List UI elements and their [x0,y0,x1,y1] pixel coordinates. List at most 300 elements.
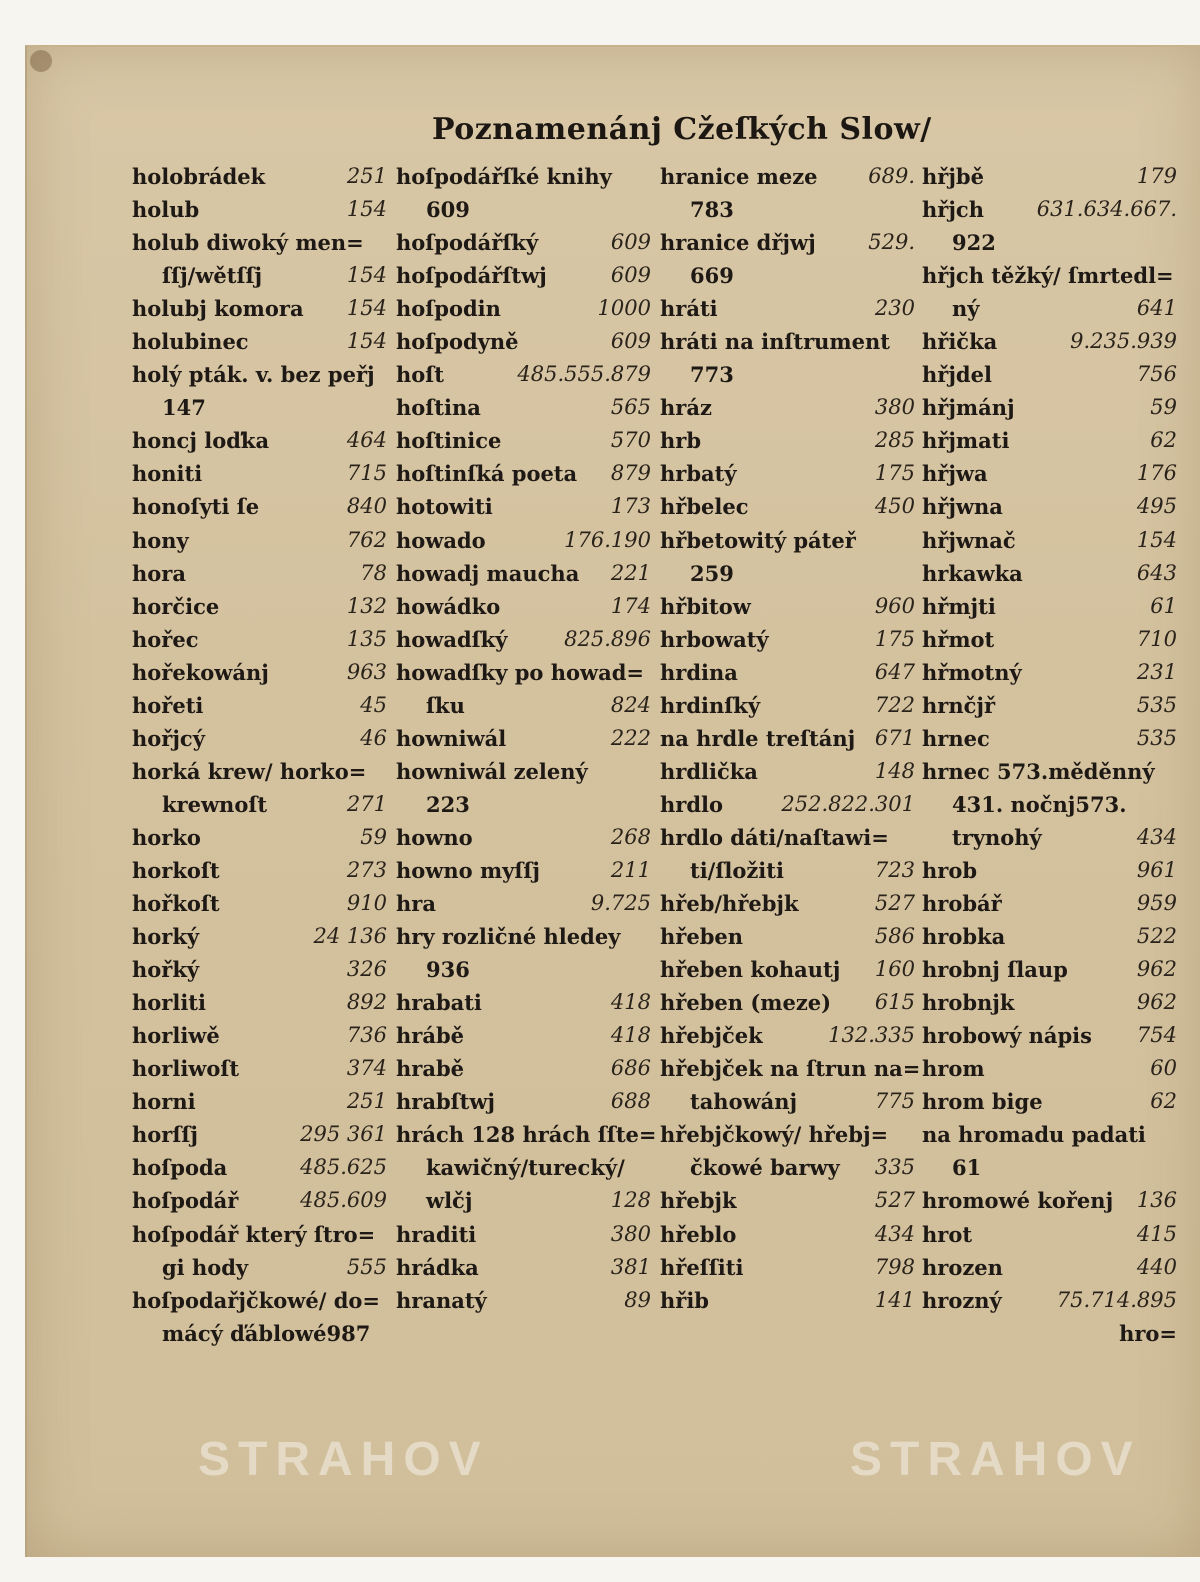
index-entry [660,953,915,986]
entry-term: 783 [690,197,734,223]
entry-page-ref: 415 [1136,1221,1177,1246]
entry-term: hřeben (mezе) [660,990,832,1016]
entry-term: hřebjček na ſtrun na= [660,1056,921,1082]
index-entry [660,358,915,391]
index-entry [396,755,651,788]
index-entry [396,524,651,557]
index-entry [396,424,651,457]
entry-page-ref: 160 [874,957,915,982]
entry-term: ný [952,296,980,322]
entry-page-ref: 175 [874,626,915,651]
index-entry [660,590,915,623]
entry-page-ref: 222 [610,725,651,750]
entry-term: holubj komora [132,296,304,322]
entry-page-ref: 723 [874,857,915,882]
entry-page-ref: 962 [1136,957,1177,982]
entry-page-ref: 641 [1136,296,1177,321]
entry-term: 773 [690,362,734,388]
entry-page-ref: 586 [874,924,915,949]
entry-term: hoſpodařjčkowé/ do= [132,1287,381,1313]
entry-page-ref: 529. [868,230,915,255]
index-entry [922,1151,1177,1184]
entry-term: hřjch [922,197,984,223]
entry-term: hřmjti [922,593,996,619]
entry-term: hřib [660,1287,709,1313]
entry-term: hořjcý [132,725,205,751]
index-entry [922,325,1177,358]
index-entry [660,1085,915,1118]
index-entry [660,689,915,722]
entry-term: hoſpodin [396,296,501,322]
entry-term: čkowé barwy [690,1155,840,1181]
entry-page-ref: 485.625 [300,1155,387,1180]
entry-term: hřjmati [922,428,1010,454]
entry-term: mácý ďáblowé987 [162,1320,371,1346]
index-entry [132,391,387,424]
entry-page-ref: 173 [610,494,651,519]
entry-term: wlčj [426,1188,473,1214]
entry-page-ref: 46 [360,725,387,750]
entry-page-ref: 135 [346,626,387,651]
index-entry [922,722,1177,755]
entry-term: hoſpodyně [396,329,519,355]
index-entry [660,160,915,193]
entry-term: hrdinſký [660,692,761,718]
paper-stain [30,50,52,72]
index-entry [396,788,651,821]
entry-term: hraditi [396,1221,477,1247]
index-entry [660,788,915,821]
index-entry [132,986,387,1019]
entry-term: hranatý [396,1287,487,1313]
index-entry [922,1118,1177,1151]
index-entry [396,325,651,358]
entry-term: hrabſtwj [396,1089,496,1115]
entry-term: hro= [1119,1320,1177,1346]
entry-term: hrobnj ſlaup [922,957,1068,983]
entry-page-ref: 754 [1136,1023,1177,1048]
entry-term: hoſpodářſtwj [396,263,547,289]
entry-term: howadj maucha [396,560,580,586]
index-entry [132,1184,387,1217]
entry-page-ref: 273 [346,857,387,882]
entry-page-ref: 60 [1150,1056,1177,1081]
entry-page-ref: 62 [1150,428,1177,453]
index-entry [922,193,1177,226]
index-entry [660,755,915,788]
index-entry [660,1019,915,1052]
entry-term: hoſtina [396,395,481,421]
entry-page-ref: 722 [874,692,915,717]
watermark-right: STRAHOV [850,1433,1141,1486]
index-entry [396,953,651,986]
entry-term: 609 [426,197,470,223]
index-entry [922,788,1177,821]
entry-term: howniwál zelený [396,758,588,784]
entry-page-ref: 570 [610,428,651,453]
entry-term: hřička [922,329,998,355]
entry-term: hráz [660,395,712,421]
index-entry [132,457,387,490]
index-entry [132,689,387,722]
index-entry [922,1184,1177,1217]
entry-term: horni [132,1089,196,1115]
index-entry [396,1052,651,1085]
entry-term: hořekowánj [132,659,269,685]
index-entry [132,1218,387,1251]
entry-term: hřebjčkowý/ hřebj= [660,1122,889,1148]
index-entry [132,722,387,755]
entry-page-ref: 710 [1136,626,1177,651]
entry-page-ref: 285 [874,428,915,453]
index-entry [660,623,915,656]
index-entry [922,887,1177,920]
entry-page-ref: 175 [874,461,915,486]
entry-term: gi hody [162,1254,249,1280]
entry-page-ref: 686 [610,1056,651,1081]
index-entry [660,391,915,424]
entry-term: na hromadu padati [922,1122,1146,1148]
index-entry [396,1251,651,1284]
entry-page-ref: 522 [1136,924,1177,949]
entry-term: hřmot [922,626,995,652]
entry-term: hony [132,527,189,553]
index-entry [396,226,651,259]
entry-term: hotowiti [396,494,493,520]
entry-page-ref: 689. [868,164,915,188]
entry-page-ref: 418 [610,1023,651,1048]
index-entry [396,259,651,292]
index-entry [922,656,1177,689]
index-entry [396,854,651,887]
index-entry [132,524,387,557]
entry-page-ref: 271 [346,791,387,816]
entry-page-ref: 78 [360,560,387,585]
index-entry [396,1118,657,1151]
index-entry [922,854,1177,887]
entry-page-ref: 485.609 [300,1188,387,1213]
index-entry [132,1317,387,1350]
index-column-2 [396,160,657,1317]
entry-term: hrabě [396,1056,464,1082]
entry-term: hřeben kohautj [660,957,841,983]
entry-term: hoſpodář [132,1188,239,1214]
entry-page-ref: 609 [610,329,651,354]
entry-page-ref: 45 [360,692,387,717]
entry-term: hřbelec [660,494,749,520]
entry-term: holý pták. v. bez peřj [132,362,375,388]
index-entry [396,821,651,854]
entry-page-ref: 535 [1136,692,1177,717]
entry-term: hrob [922,857,978,883]
entry-term: hrot [922,1221,973,1247]
entry-term: trynohý [952,824,1042,850]
entry-page-ref: 252.822.301 [781,791,915,816]
index-entry [922,557,1177,590]
entry-page-ref: 762 [346,527,387,552]
index-entry [396,920,651,953]
index-entry [922,986,1177,1019]
entry-term: hřjch těžký/ ſmrtedl= [922,263,1174,289]
index-entry [396,160,651,193]
index-entry [132,193,387,226]
entry-page-ref: 840 [346,494,387,519]
entry-term: krewnoſt [162,791,268,817]
index-entry [396,887,651,920]
entry-page-ref: 418 [610,990,651,1015]
entry-term: hrobowý nápis [922,1023,1092,1049]
entry-term: honiti [132,461,203,487]
entry-term: hořký [132,957,200,983]
index-entry [660,1218,915,1251]
index-column-3 [660,160,921,1317]
entry-term: hoſpodářſké knihy [396,164,612,189]
entry-term: hřjwnač [922,527,1016,553]
index-entry [660,656,915,689]
entry-term: howniwál [396,725,507,751]
entry-page-ref: 775 [874,1089,915,1114]
index-entry [922,1052,1177,1085]
entry-term: howadſky po howad= [396,659,644,685]
index-entry [132,755,387,788]
index-entry [922,490,1177,523]
index-entry [922,1251,1177,1284]
entry-page-ref: 75.714.895 [1056,1287,1177,1312]
index-entry [132,1284,387,1317]
index-entry [922,259,1177,292]
entry-term: horliti [132,990,206,1016]
entry-term: howno [396,824,473,850]
entry-term: hřeben [660,924,744,950]
index-entry [396,1184,651,1217]
entry-page-ref: 879 [610,461,651,486]
entry-page-ref: 798 [874,1254,915,1279]
entry-term: hranice dřjwj [660,230,816,256]
entry-page-ref: 609 [610,263,651,288]
entry-term: hrnec 573.měděnný [922,758,1155,784]
index-entry [660,325,915,358]
entry-term: hrozen [922,1254,1003,1280]
index-entry [132,490,387,523]
entry-page-ref: 61 [1150,593,1177,618]
index-entry [922,920,1177,953]
entry-page-ref: 174 [610,593,651,618]
entry-term: 223 [426,791,470,817]
entry-term: hořeti [132,692,204,718]
index-entry [396,358,651,391]
index-entry [660,1251,915,1284]
entry-term: hřeb/hřebjk [660,891,799,917]
entry-page-ref: 555 [346,1254,387,1279]
entry-term: horčice [132,593,220,619]
entry-term: hrách 128 hrách ſſte= [396,1122,657,1148]
entry-page-ref: 380 [874,395,915,420]
index-entry [132,821,387,854]
entry-page-ref: 251 [346,164,387,188]
index-entry [660,193,915,226]
entry-page-ref: 535 [1136,725,1177,750]
index-entry [660,887,915,920]
entry-term: howado [396,527,486,553]
entry-page-ref: 136 [1136,1188,1177,1213]
entry-page-ref: 9.235.939 [1070,329,1177,354]
index-entry [660,1118,915,1151]
entry-term: hřjmánj [922,395,1015,421]
entry-page-ref: 440 [1136,1254,1177,1279]
entry-page-ref: 434 [874,1221,915,1246]
entry-page-ref: 434 [1136,824,1177,849]
entry-page-ref: 380 [610,1221,651,1246]
index-entry [922,424,1177,457]
index-entry [132,788,387,821]
entry-term: horko [132,824,201,850]
entry-term: hrdlička [660,758,758,784]
index-entry [660,722,915,755]
entry-term: hráti na inſtrument [660,329,890,355]
entry-term: hrkawka [922,560,1023,586]
entry-page-ref: 671 [874,725,915,750]
index-entry [396,623,651,656]
entry-page-ref: 892 [346,990,387,1015]
entry-term: na hrdle treſtánj [660,725,856,751]
entry-term: hrnec [922,725,990,751]
index-entry [660,524,915,557]
index-entry [132,1019,387,1052]
index-column-4 [922,160,1177,1350]
index-entry [396,1085,651,1118]
entry-term: hořec [132,626,199,652]
entry-term: hrb [660,428,702,454]
index-entry [132,854,387,887]
entry-term: hřeblo [660,1221,737,1247]
index-entry [132,226,387,259]
entry-term: holubinec [132,329,249,355]
index-entry [922,623,1177,656]
entry-page-ref: 128 [610,1188,651,1213]
entry-term: 922 [952,230,996,256]
entry-page-ref: 688 [610,1089,651,1114]
index-entry [132,887,387,920]
entry-page-ref: 960 [874,593,915,618]
index-entry [396,590,651,623]
index-entry [396,490,651,523]
entry-term: honcj loďka [132,428,270,454]
entry-term: hrom [922,1056,985,1082]
watermark-left: STRAHOV [198,1433,489,1486]
entry-page-ref: 450 [874,494,915,519]
entry-page-ref: 609 [610,230,651,255]
entry-page-ref: 59 [1150,395,1177,420]
index-entry [660,457,915,490]
index-entry [660,490,915,523]
index-entry [660,259,915,292]
index-entry [132,920,387,953]
entry-page-ref: 326 [346,957,387,982]
index-entry [132,1251,387,1284]
index-entry [922,457,1177,490]
index-entry [660,854,915,887]
index-entry [132,1118,387,1151]
index-entry [660,1052,921,1085]
entry-page-ref: 485.555.879 [517,362,651,387]
index-entry [396,557,651,590]
entry-page-ref: 381 [610,1254,651,1279]
entry-term: hoſt [396,362,445,388]
entry-term: kawičný/turecký/ [426,1155,625,1181]
index-entry [922,226,1177,259]
entry-page-ref: 631.634.667. [1036,197,1177,222]
entry-term: hrdlo [660,791,723,817]
index-entry [396,292,651,325]
index-entry [922,1317,1177,1350]
index-entry [922,524,1177,557]
entry-page-ref: 959 [1136,891,1177,916]
index-entry [132,1151,387,1184]
entry-page-ref: 962 [1136,990,1177,1015]
index-entry [660,1184,915,1217]
entry-page-ref: 132.335 [828,1023,915,1048]
index-entry [396,193,651,226]
entry-term: ſku [426,692,465,718]
entry-page-ref: 495 [1136,494,1177,519]
entry-page-ref: 59 [360,824,387,849]
entry-page-ref: 268 [610,824,651,849]
entry-term: hráti [660,296,718,322]
entry-term: honoſyti ſe [132,494,260,520]
entry-term: 259 [690,560,734,586]
entry-term: hřjwna [922,494,1003,520]
entry-page-ref: 154 [346,263,387,288]
entry-page-ref: 179 [1136,164,1177,188]
entry-page-ref: 154 [346,296,387,321]
entry-page-ref: 335 [874,1155,915,1180]
index-entry [922,391,1177,424]
index-entry [922,292,1177,325]
entry-page-ref: 148 [874,758,915,783]
index-entry [132,623,387,656]
index-entry [660,292,915,325]
entry-term: hra [396,891,436,917]
entry-page-ref: 824 [610,692,651,717]
entry-term: horliwě [132,1023,220,1049]
entry-term: hrdlo dáti/naſtawi= [660,824,889,850]
entry-term: hrobka [922,924,1006,950]
index-entry [132,292,387,325]
index-entry [922,1085,1177,1118]
entry-page-ref: 251 [346,1089,387,1114]
page-title: Poznamenánj Cžeſkých Slow/ [432,112,932,147]
index-entry [660,424,915,457]
index-entry [660,226,915,259]
index-entry [132,424,387,457]
index-entry [396,689,651,722]
index-entry [396,722,651,755]
entry-term: 936 [426,957,470,983]
entry-page-ref: 464 [346,428,387,453]
entry-term: hřjbě [922,164,984,189]
entry-term: hrnčjř [922,692,996,718]
entry-term: hořkoſt [132,891,220,917]
entry-page-ref: 527 [874,891,915,916]
entry-page-ref: 221 [610,560,651,585]
entry-page-ref: 374 [346,1056,387,1081]
index-entry [660,821,915,854]
index-entry [132,259,387,292]
entry-page-ref: 176.190 [564,527,651,552]
entry-term: hoſpoda [132,1155,228,1181]
entry-page-ref: 295 361 [300,1122,387,1147]
entry-page-ref: 211 [610,857,651,882]
